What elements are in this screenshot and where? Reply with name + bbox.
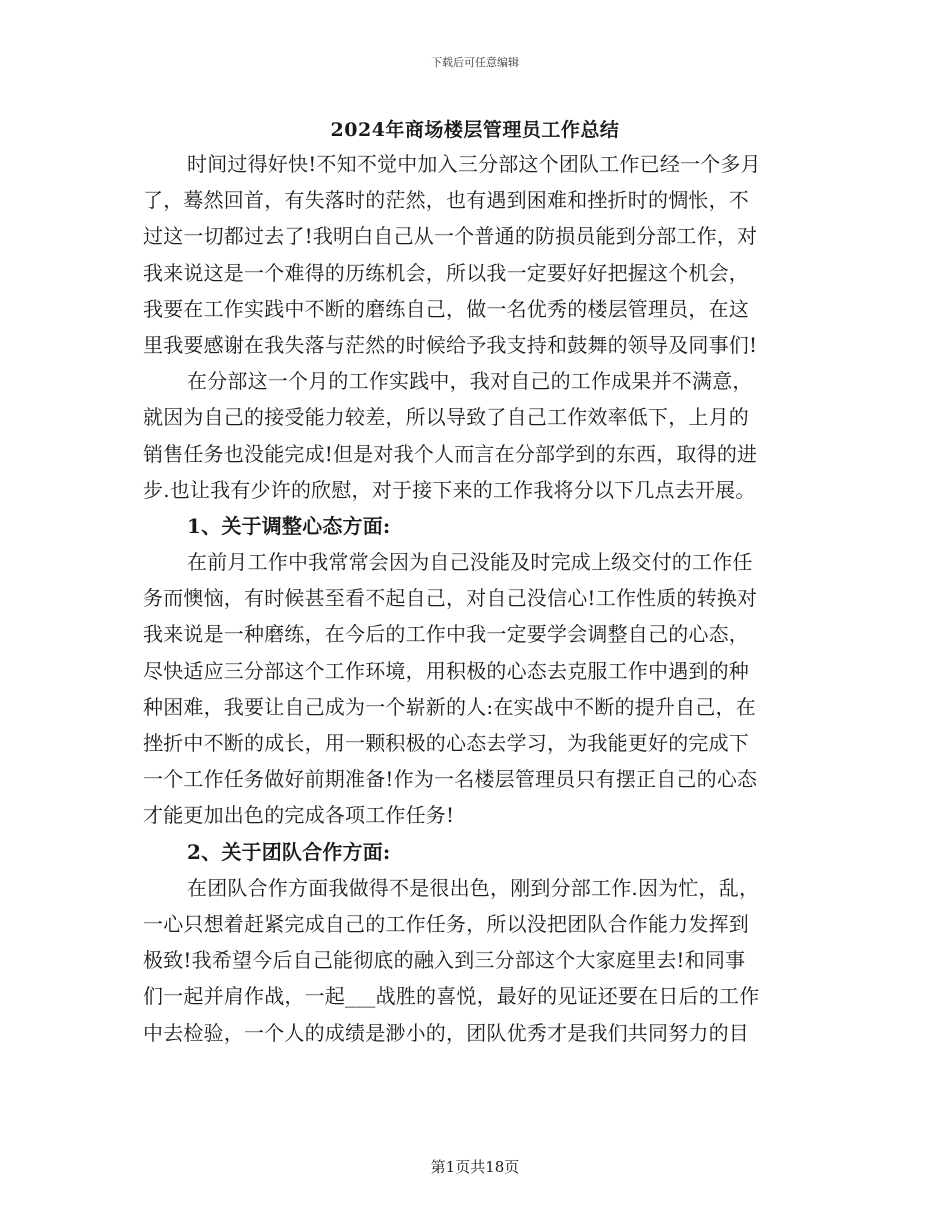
paragraph-line: 我要在工作实践中不断的磨练自己，做一名优秀的楼层管理员，在这	[143, 296, 749, 321]
paragraph-line: 了，蓦然回首，有失落时的茫然，也有遇到困难和挫折时的惆怅，不	[143, 188, 749, 213]
paragraph-line: 才能更加出色的完成各项工作任务!	[143, 803, 455, 828]
paragraph-line: 一心只想着赶紧完成自己的工作任务，所以没把团队合作能力发挥到	[143, 911, 749, 936]
paragraph-line: 中去检验，一个人的成绩是渺小的，团队优秀才是我们共同努力的目	[143, 1020, 749, 1045]
paragraph-line: 步.也让我有少许的欣慰，对于接下来的工作我将分以下几点去开展。	[143, 477, 756, 502]
paragraph-line: 一个工作任务做好前期准备!作为一名楼层管理员只有摆正自己的心态	[143, 767, 758, 792]
paragraph-line: 在分部这一个月的工作实践中，我对自己的工作成果并不满意，	[187, 369, 753, 394]
header-note: 下载后可任意编辑	[431, 56, 519, 69]
paragraph-line: 务而懊恼，有时候甚至看不起自己，对自己没信心!工作性质的转换对	[143, 586, 758, 611]
page-number-footer: 第1页共18页	[430, 1158, 520, 1176]
section-heading: 2、关于团队合作方面:	[187, 839, 391, 864]
paragraph-line: 极致!我希望今后自己能彻底的融入到三分部这个大家庭里去!和同事	[143, 948, 746, 973]
paragraph-line: 我来说这是一个难得的历练机会，所以我一定要好好把握这个机会，	[143, 260, 749, 285]
paragraph-line: 在前月工作中我常常会因为自己没能及时完成上级交付的工作任	[187, 550, 753, 575]
paragraph-line: 里我要感谢在我失落与茫然的时候给予我支持和鼓舞的领导及同事们!	[143, 332, 758, 357]
document-body	[143, 146, 805, 1051]
paragraph-line: 挫折中不断的成长，用一颗积极的心态去学习，为我能更好的完成下	[143, 731, 749, 755]
section-heading: 1、关于调整心态方面:	[187, 513, 391, 538]
paragraph-line: 种困难，我要让自己成为一个崭新的人:在实战中不断的提升自己，在	[143, 694, 756, 719]
paragraph-line: 销售任务也没能完成!但是对我个人而言在分部学到的东西，取得的进	[143, 441, 758, 466]
paragraph-line: 时间过得好快!不知不觉中加入三分部这个团队工作已经一个多月	[187, 152, 761, 176]
paragraph-line: 过这一切都过去了!我明白自己从一个普通的防损员能到分部工作，对	[143, 224, 758, 249]
paragraph-line: 就因为自己的接受能力较差，所以导致了自己工作效率低下，上月的	[143, 405, 749, 430]
document-title: 2024年商场楼层管理员工作总结	[330, 119, 620, 141]
paragraph-line: 在团队合作方面我做得不是很出色，刚到分部工作.因为忙，乱，	[187, 875, 760, 900]
paragraph-line: 我来说是一种磨练，在今后的工作中我一定要学会调整自己的心态，	[143, 622, 749, 647]
paragraph-line: 尽快适应三分部这个工作环境，用积极的心态去克服工作中遇到的种	[143, 658, 749, 683]
paragraph-line: 们一起并肩作战，一起___战胜的喜悦，最好的见证还要在日后的工作	[143, 984, 760, 1009]
